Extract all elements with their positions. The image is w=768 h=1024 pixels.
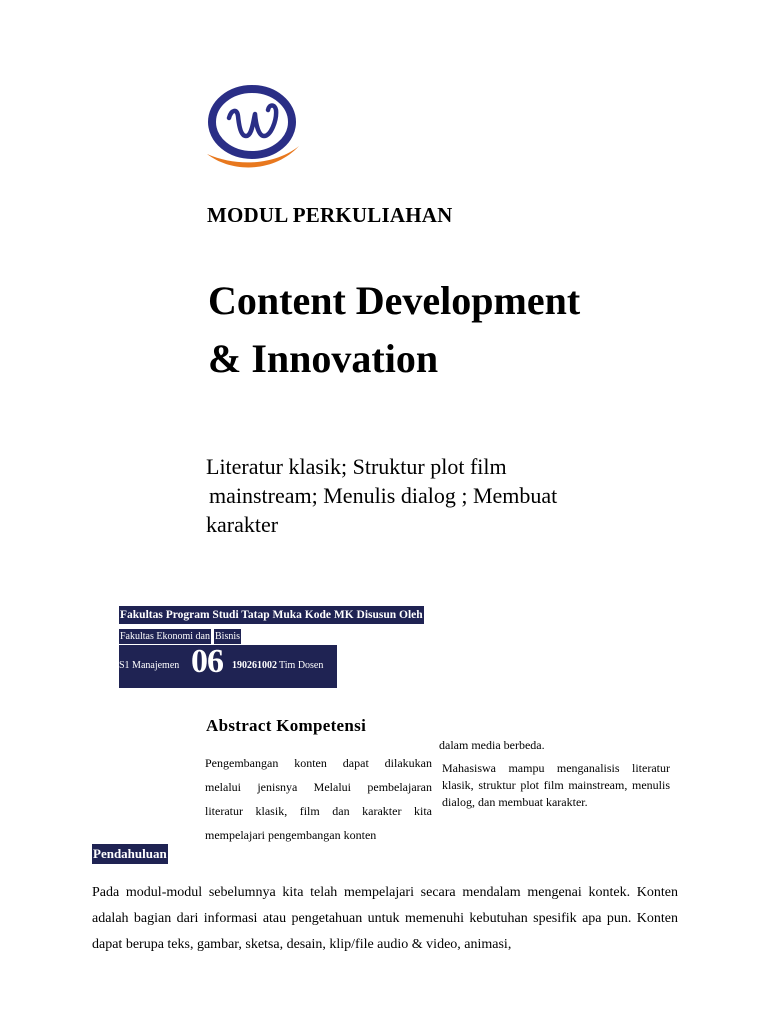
competency-text: Mahasiswa mampu menganalisis literatur klasik, struktur plot film mainstream, menulis dialog, dan membuat karakter. (442, 761, 670, 809)
info-table-faculty-row (119, 629, 241, 644)
course-title-line-1: Content Development (208, 278, 581, 323)
session-number: 06 (191, 643, 223, 680)
course-code: 190261002 (232, 660, 277, 671)
abstract-text-continued: dalam media berbeda. (439, 738, 545, 752)
university-logo-icon (203, 84, 303, 176)
topics-line-3: karakter (206, 512, 279, 537)
study-program: S1 Manajemen (119, 660, 180, 671)
course-title-line-2: & Innovation (208, 336, 439, 381)
module-label: MODUL PERKULIAHAN (207, 203, 453, 227)
intro-heading: Pendahuluan (92, 844, 168, 864)
intro-paragraph: Pada modul-modul sebelumnya kita telah mempelajari secara mendalam mengenai kontek. Konten adalah bagian dari informasi atau pengetahuan untuk memenuhi kebutuhan spesifik apa pun. Konten dapat berupa teks, gambar, sketsa, desain, klip/file audio & video, animasi, (92, 885, 678, 952)
course-title (208, 272, 728, 388)
abstract-text: Pengembangan konten dapat dilakukan melalui jenisnya Melalui pembelajaran literatur klasik, film dan karakter kita mempelajari pengembangan konten (205, 756, 432, 842)
topics-line-2: mainstream; Menulis dialog ; Membuat (209, 483, 558, 508)
faculty-name-continued: Bisnis (215, 631, 241, 642)
info-table-details-row (119, 645, 337, 688)
course-topics (206, 452, 666, 539)
info-table-header: Fakultas Program Studi Tatap Muka Kode MK Disusun Oleh (119, 606, 424, 624)
faculty-name: Fakultas Ekonomi dan (120, 631, 210, 642)
abstract-heading: Abstract Kompetensi (206, 716, 367, 735)
course-author: Tim Dosen (279, 660, 324, 671)
topics-line-1: Literatur klasik; Struktur plot film (206, 454, 507, 479)
